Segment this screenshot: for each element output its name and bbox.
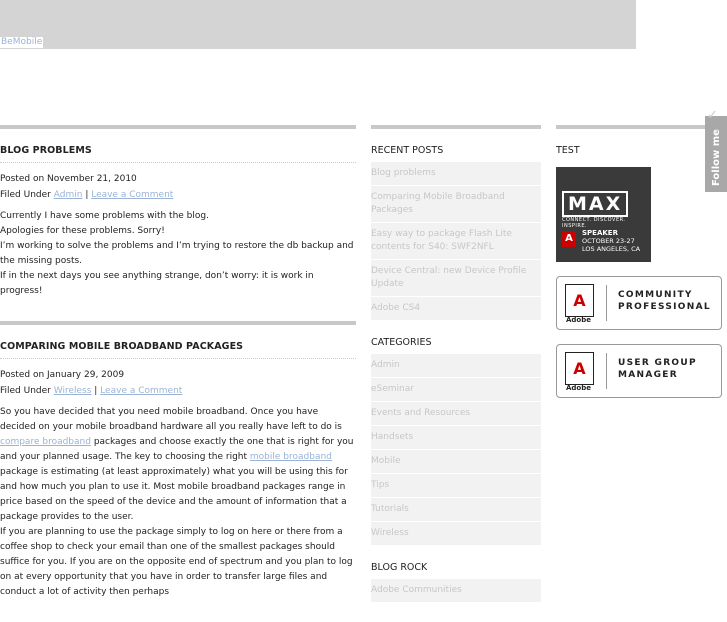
mobile-broadband-link[interactable]: mobile broadband [249, 452, 332, 462]
category-item[interactable]: Handsets [371, 426, 541, 450]
blogrock-widget [371, 562, 541, 603]
post-comparing-broadband [0, 321, 356, 600]
post-date: Posted on November 21, 2010 [0, 174, 137, 184]
user-group-manager-badge[interactable] [556, 344, 722, 398]
compare-broadband-link[interactable]: compare broadband [0, 437, 91, 447]
max-logo: MAX [562, 191, 628, 217]
blogrock-list [371, 579, 541, 603]
badge-divider [606, 353, 607, 389]
post-paragraph: Apologies for these problems. Sorry! [0, 226, 165, 236]
category-link[interactable]: Admin [53, 190, 83, 200]
max-tagline: CONNECT. DISCOVER. INSPIRE. [562, 217, 626, 229]
follow-me-tab[interactable] [705, 108, 727, 192]
sidebar [371, 125, 541, 613]
badge-line: MANAGER [618, 370, 678, 380]
adobe-logo-icon [565, 284, 594, 317]
recent-post-link[interactable]: Device Central: new Device Profile Update [371, 260, 541, 297]
post-title[interactable]: COMPARING MOBILE BROADBAND PACKAGES [0, 341, 356, 359]
recent-post-link[interactable]: Adobe CS4 [371, 297, 541, 321]
follow-label: Follow me [711, 129, 722, 186]
post-paragraph: If you are planning to use the package simply to log on here or there from a coffee shop to check your email than one of the smallest packages should suffice for you. If you are on the opposite end of spectrum and you plan to log on at every opportunity that you have in order to transfer large files and conduct a lot of activity then perhaps [0, 527, 353, 597]
post-meta [0, 367, 356, 399]
post-body [0, 209, 356, 299]
speaker-label: SPEAKER [582, 229, 618, 237]
recent-post-link[interactable]: Blog problems [371, 162, 541, 186]
post-paragraph: I’m working to solve the problems and I’m trying to restore the db backup and the missing posts. [0, 241, 354, 266]
community-professional-badge[interactable] [556, 276, 722, 330]
badge-divider [606, 285, 607, 321]
leave-comment-link[interactable]: Leave a Comment [100, 386, 183, 396]
recent-posts-list [371, 162, 541, 321]
post-paragraph: Currently I have some problems with the blog. [0, 211, 209, 221]
text-span: So you have decided that you need mobile broadband. Once you have decided on your mobile broadband hardware all you really have left to do is [0, 407, 342, 432]
text-span: package is estimating (at least approximately) what you will be using this for and how much you plan to use it. Most mobile broadband packages range in price based on the speed of the device and the amount of information that a package provides to the user. [0, 467, 348, 522]
post-paragraph [0, 405, 356, 525]
badge-line: USER GROUP [618, 358, 697, 368]
post-body [0, 405, 356, 600]
blogroll-link[interactable]: Adobe Communities [371, 579, 541, 603]
post-top-bar [0, 125, 356, 129]
adobe-mark: A [573, 291, 586, 310]
filed-under-label: Filed Under [0, 386, 51, 396]
recent-post-link[interactable]: Comparing Mobile Broadband Packages [371, 186, 541, 223]
widget-title: TEST [556, 145, 580, 156]
adobe-max-speaker-badge[interactable] [556, 167, 651, 262]
bird-icon: ✓ [707, 108, 718, 123]
filed-under-label: Filed Under [0, 190, 51, 200]
site-header [0, 0, 636, 49]
post-filed: Filed Under Admin | Leave a Comment [0, 190, 174, 200]
widget-title: BLOG ROCK [371, 562, 428, 573]
badge-text [618, 289, 711, 313]
main-content [0, 125, 356, 622]
category-item[interactable]: Mobile [371, 450, 541, 474]
adobe-wordmark: Adobe [566, 316, 591, 324]
widget-title: RECENT POSTS [371, 145, 444, 156]
right-sidebar [556, 125, 726, 398]
speaker-info [582, 229, 640, 253]
event-place: LOS ANGELES, CA [582, 245, 641, 253]
post-top-bar [0, 321, 356, 325]
badge-line: COMMUNITY [618, 290, 693, 300]
post-date: Posted on January 29, 2009 [0, 370, 125, 380]
adobe-logo-icon: A [562, 231, 576, 247]
widget-title: CATEGORIES [371, 337, 432, 348]
recent-post-link[interactable]: Easy way to package Flash Lite contents for S40: SWF2NFL [371, 223, 541, 260]
adobe-logo-icon [565, 352, 594, 385]
categories-widget [371, 337, 541, 546]
text-span: packages and choose exactly the one that is right for you and your planned usage. The key to choosing the right [0, 437, 354, 462]
category-item[interactable]: Tutorials [371, 498, 541, 522]
adobe-wordmark: Adobe [566, 384, 591, 392]
post-title[interactable]: BLOG PROBLEMS [0, 145, 356, 163]
category-item[interactable]: Tips [371, 474, 541, 498]
category-item[interactable]: Wireless [371, 522, 541, 546]
site-brand-link[interactable]: BeMobile [1, 37, 43, 47]
post-paragraph: If in the next days you see anything strange, don’t worry: it is work in progress! [0, 271, 314, 296]
badge-text [618, 357, 697, 381]
category-item[interactable]: Admin [371, 354, 541, 378]
post-filed: Filed Under Wireless | Leave a Comment [0, 386, 183, 396]
categories-list [371, 354, 541, 546]
category-link[interactable]: Wireless [53, 386, 92, 396]
widget-top-bar [556, 125, 726, 129]
badge-line: PROFESSIONAL [618, 302, 711, 312]
recent-posts-widget [371, 125, 541, 321]
category-item[interactable]: eSeminar [371, 378, 541, 402]
widget-top-bar [371, 125, 541, 129]
event-dates: OCTOBER 23-27 [582, 237, 635, 245]
category-item[interactable]: Events and Resources [371, 402, 541, 426]
post-meta [0, 171, 356, 203]
adobe-mark: A [573, 359, 586, 378]
leave-comment-link[interactable]: Leave a Comment [91, 190, 174, 200]
post-blog-problems [0, 125, 356, 299]
